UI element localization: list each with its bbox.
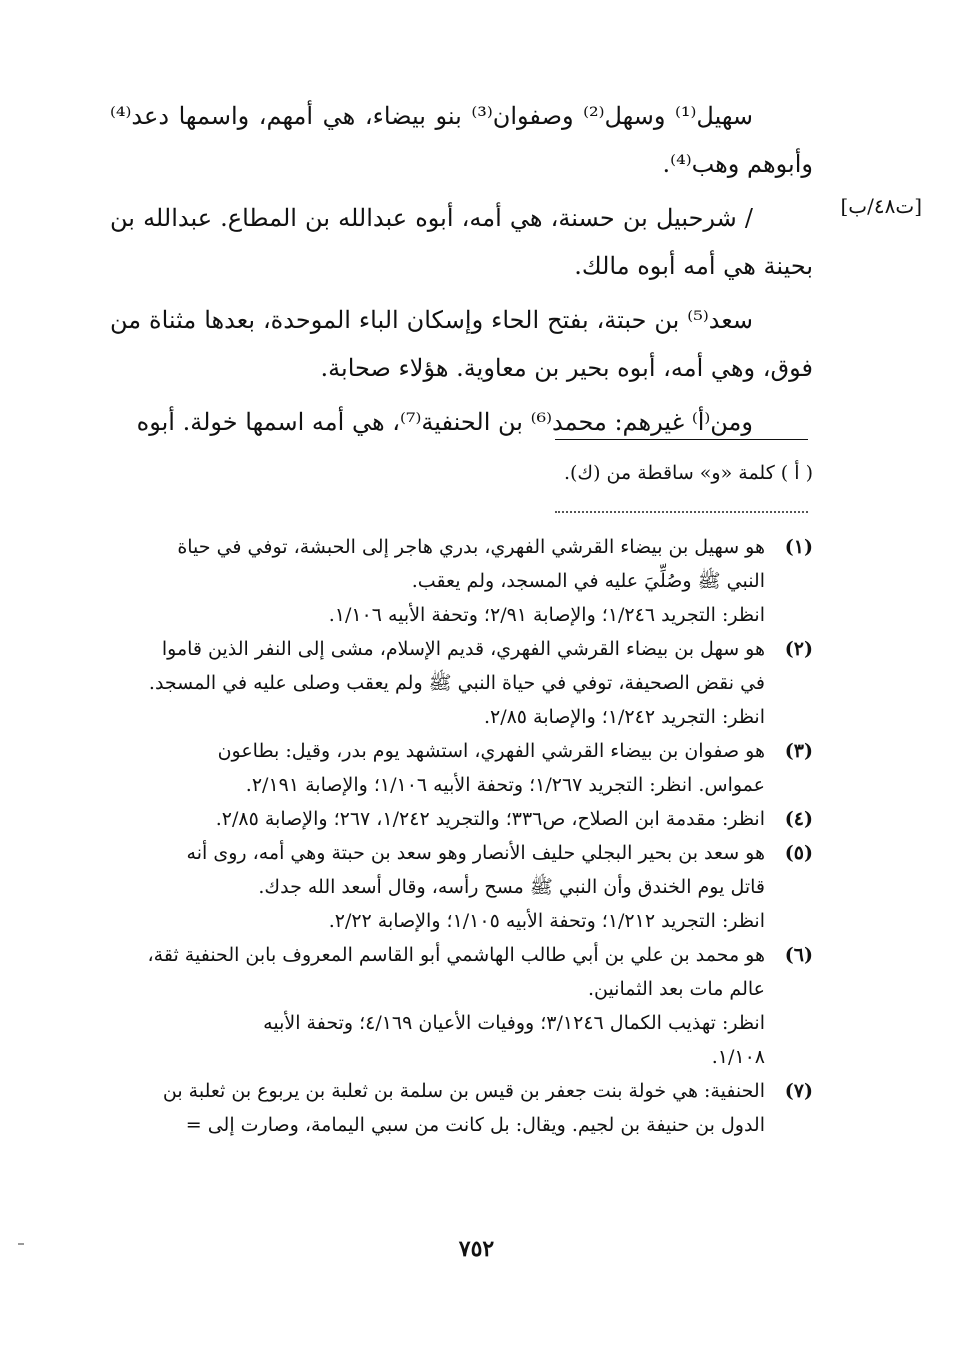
footnote-line: هو سهل بن بيضاء القرشي الفهري، قديم الإسلام، مشى إلى النفر الذين قاموا (161, 638, 765, 660)
footnote-text (110, 938, 765, 1074)
footnote-line: عالم مات بعد الثمانين. (587, 978, 765, 1000)
footnote-number: (٣) (784, 740, 813, 762)
footnote-text (110, 836, 765, 938)
footnote-text (110, 734, 765, 802)
footnote-line: في نقض الصحيفة، توفي في حياة النبي ﷺ ولم يعقب وصلى عليه في المسجد. (148, 672, 765, 694)
variant-reading-note: ( أ ) كلمة «و» ساقطة من (ك). (563, 462, 813, 484)
footnote-text (110, 802, 765, 836)
main-text (110, 92, 813, 452)
footnote-text (110, 632, 765, 734)
footnote-line: انظر: التجريد ١/٢٤٦؛ والإصابة ٢/٩١؛ وتحفة الأبيه ١/١٠٦. (328, 604, 765, 626)
footnote-number: (٢) (784, 638, 813, 660)
body-paragraph: / شرحبيل بن حسنة، هي أمه، أبوه عبدالله بن المطاع. عبدالله بن بحينة هي أمه أبوه مالك. (110, 204, 813, 280)
footnotes-list (110, 530, 813, 1142)
footnote-line: عمواس. انظر: التجريد ١/٢٦٧؛ وتحفة الأبيه ١/١٠٦؛ والإصابة ٢/١٩١. (245, 774, 765, 796)
footnote (110, 632, 813, 734)
footnote-line: هو صفوان بن بيضاء القرشي الفهري، استشهد يوم بدر، وقيل: بطاعون (217, 740, 765, 762)
footnote-number: (١) (784, 536, 813, 558)
scan-speck (18, 1243, 24, 1245)
footnote-text (110, 530, 765, 632)
footnote-line: ١/١٠٨. (711, 1046, 765, 1068)
footnote-line: النبي ﷺ وصُلِّيَ عليه في المسجد، ولم يعقب. (411, 570, 765, 592)
body-paragraph: ومن⁽أ⁾ غيرهم: محمد⁽⁶⁾ بن الحنفية⁽⁷⁾، هي أمه اسمها خولة. أبوه (136, 408, 753, 436)
footnote (110, 802, 813, 836)
footnote-line: انظر: مقدمة ابن الصلاح، ص٣٣٦؛ والتجريد ١/٢٤٢، ٢٦٧؛ والإصابة ٢/٨٥. (215, 808, 765, 830)
footnote-separator-rule (555, 439, 808, 440)
footnote (110, 530, 813, 632)
manuscript-folio-reference: [ت٤٨/ب] (840, 194, 922, 218)
footnote-number: (٧) (784, 1080, 813, 1102)
body-paragraph: سعد⁽⁵⁾ بن حبتة، بفتح الحاء وإسكان الباء الموحدة، بعدها مثناة من فوق، وهي أمه، أبوه بحير بن معاوية. هؤلاء صحابة. (110, 306, 813, 382)
footnote-line: انظر: تهذيب الكمال ٣/١٢٤٦؛ ووفيات الأعيان ٤/١٦٩؛ وتحفة الأبيه (263, 1012, 765, 1034)
footnote-line: انظر: التجريد ١/٢٤٢؛ والإصابة ٢/٨٥. (483, 706, 765, 728)
footnote (110, 836, 813, 938)
footnote-line: هو سهيل بن بيضاء القرشي الفهري، بدري هاجر إلى الحبشة، توفي في حياة (177, 536, 765, 558)
footnote-line: انظر: التجريد ١/٢١٢؛ وتحفة الأبيه ١/١٠٥؛ والإصابة ٢/٢٢. (328, 910, 765, 932)
footnote (110, 734, 813, 802)
footnote-line: هو محمد بن علي بن أبي طالب الهاشمي أبو القاسم المعروف بابن الحنفية ثقة، (147, 944, 765, 966)
footnote-line: الحنفية: هي خولة بنت جعفر بن قيس بن سلمة بن ثعلبة بن يربوع بن ثعلبة بن (162, 1080, 765, 1102)
footnote-number: (٦) (784, 944, 813, 966)
footnote-text (110, 1074, 765, 1142)
footnote (110, 938, 813, 1074)
footnote-number: (٥) (784, 842, 813, 864)
footnote-line: الدول بن حنيفة بن لجيم. ويقال: بل كانت من سبي اليمامة، وصارت إلى = (185, 1114, 765, 1136)
body-paragraph: سهيل⁽¹⁾ وسهل⁽²⁾ وصفوان⁽³⁾ بنو بيضاء، هي أمهم، واسمها دعد⁽⁴⁾ وأبوهم وهب⁽⁴⁾. (110, 102, 813, 178)
footnote (110, 1074, 813, 1142)
dotted-separator-rule (555, 511, 808, 513)
page-number: ٧٥٢ (458, 1236, 495, 1262)
footnote-line: قاتل يوم الخندق وأن النبي ﷺ مسح رأسه، وقال أسعد الله جدك. (258, 876, 765, 898)
footnote-number: (٤) (784, 808, 813, 830)
footnote-line: هو سعد بن بحير البجلي حليف الأنصار وهو سعد بن حبتة وهي أمه، روى أنه (186, 842, 765, 864)
